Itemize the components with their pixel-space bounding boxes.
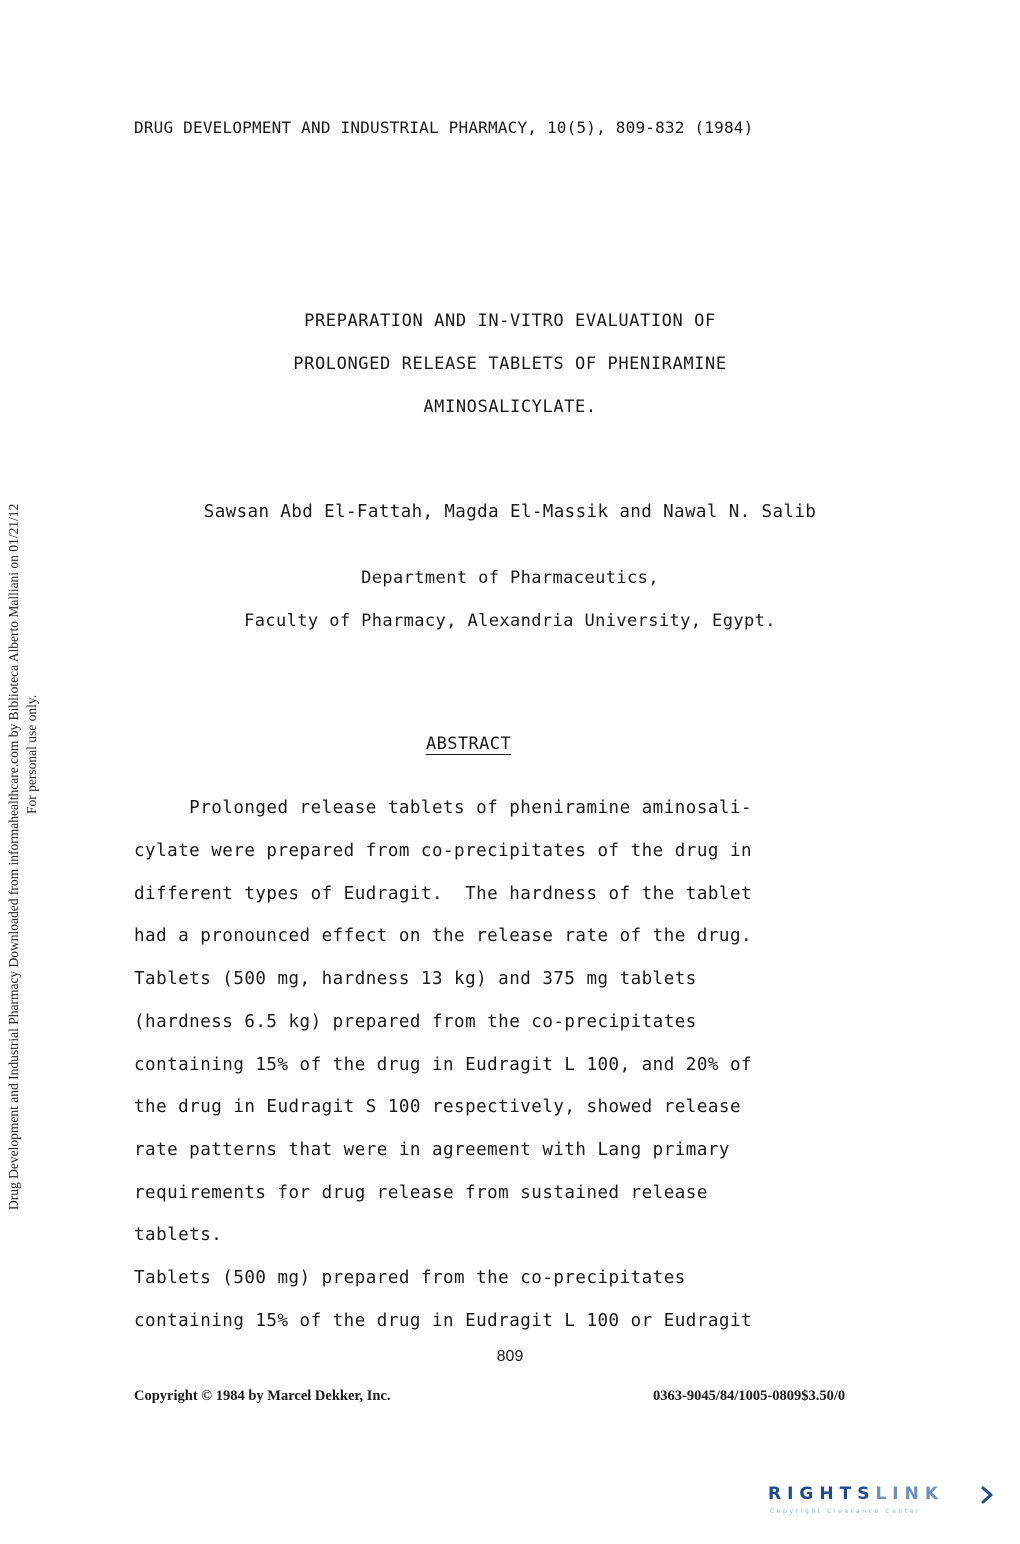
- title-line-2: PROLONGED RELEASE TABLETS OF PHENIRAMINE: [293, 354, 727, 374]
- rightslink-rights-text: RIGHTS: [768, 1484, 876, 1504]
- abstract-line: had a pronounced effect on the release rate of the drug.: [134, 926, 753, 946]
- abstract-line: requirements for drug release from sustained release: [134, 1183, 708, 1203]
- abstract-line: the drug in Eudragit S 100 respectively, showed release: [134, 1097, 741, 1117]
- title-line-1: PREPARATION AND IN-VITRO EVALUATION OF: [304, 311, 716, 331]
- affiliation-department: Department of Pharmaceutics,: [361, 568, 659, 588]
- abstract-line: containing 15% of the drug in Eudragit L 100 or Eudragit: [134, 1311, 753, 1331]
- chevron-right-icon: [980, 1486, 994, 1504]
- affiliation-faculty: Faculty of Pharmacy, Alexandria University, Egypt.: [244, 611, 776, 631]
- issn-code: 0363-9045/84/1005-0809$3.50/0: [653, 1388, 846, 1404]
- download-watermark-line-2: For personal use only.: [24, 694, 39, 814]
- abstract-line: containing 15% of the drug in Eudragit L 100, and 20% of: [134, 1055, 753, 1075]
- abstract-line: rate patterns that were in agreement with Lang primary: [134, 1140, 730, 1160]
- rightslink-tagline: Copyright Clearance Center: [770, 1508, 922, 1515]
- abstract-line: cylate were prepared from co-precipitates of the drug in: [134, 841, 753, 861]
- abstract-heading: ABSTRACT: [426, 734, 512, 754]
- abstract-line: different types of Eudragit. The hardness of the tablet: [134, 884, 753, 904]
- authors: Sawsan Abd El-Fattah, Magda El-Massik and Nawal N. Salib: [203, 502, 817, 522]
- abstract-line: tablets.: [134, 1225, 223, 1245]
- abstract-line: Prolonged release tablets of pheniramine aminosali-: [134, 798, 753, 818]
- title-line-3: AMINOSALICYLATE.: [423, 397, 597, 417]
- journal-citation: DRUG DEVELOPMENT AND INDUSTRIAL PHARMACY, 10(5), 809-832 (1984): [134, 118, 754, 137]
- copyright-notice: Copyright © 1984 by Marcel Dekker, Inc.: [134, 1388, 391, 1404]
- page-number: 809: [496, 1348, 524, 1365]
- abstract-line: Tablets (500 mg, hardness 13 kg) and 375 mg tablets: [134, 969, 697, 989]
- rightslink-link-text: LINK: [875, 1484, 944, 1504]
- abstract-line: Tablets (500 mg) prepared from the co-precipitates: [134, 1268, 686, 1288]
- rightslink-logo[interactable]: [768, 1484, 1004, 1522]
- abstract-line: (hardness 6.5 kg) prepared from the co-precipitates: [134, 1012, 697, 1032]
- rightslink-wordmark: [768, 1484, 944, 1504]
- download-watermark-line-1: Drug Development and Industrial Pharmacy Downloaded from informahealthcare.com by Biblioteca Alberto Malliani on 01/21/12: [6, 503, 21, 1210]
